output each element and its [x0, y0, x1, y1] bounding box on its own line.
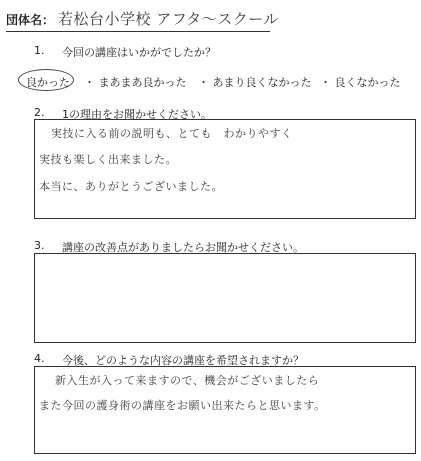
org-underline	[6, 31, 270, 32]
q2-answer-line-2: 実技も楽しく出来ました。	[39, 153, 177, 166]
q2-answer-line-1: 実技に入る前の説明も、とても わかりやすく	[51, 127, 293, 140]
q2-answer-box[interactable]	[34, 119, 416, 219]
q4-number: 4.	[34, 352, 45, 365]
q1-option-fairly-good[interactable]: ・ まあまあ良かった	[84, 76, 187, 89]
q4-question: 今後、どのような内容の講座を希望されますか？	[62, 354, 304, 367]
q1-question: 今回の講座はいかがでしたか？	[62, 46, 216, 59]
org-value: 若松台小学校 アフタ～スクール	[58, 10, 279, 28]
q3-question: 講座の改善点がありましたらお聞かせください。	[62, 241, 304, 254]
q1-option-not-good[interactable]: ・ 良くなかった	[320, 76, 401, 89]
q3-number: 3.	[34, 239, 45, 252]
q4-answer-line-1: 新入生が入って来ますので、機会がございましたら	[55, 374, 320, 387]
q4-answer-line-2: また今回の護身術の講座をお願い出来たらと思います。	[39, 399, 326, 412]
q3-answer-box[interactable]	[34, 253, 416, 343]
org-field	[6, 8, 279, 30]
q2-number: 2.	[34, 106, 45, 119]
q1-number: 1.	[34, 44, 45, 57]
q1-option-not-very-good[interactable]: ・ あまり良くなかった	[198, 76, 312, 89]
org-label: 団体名：	[6, 13, 55, 27]
q1-option-good[interactable]: 良かった	[26, 76, 70, 89]
q2-question: 1の理由をお聞かせください。	[62, 108, 212, 121]
q4-answer-box[interactable]	[34, 366, 416, 454]
q1-options	[22, 74, 417, 94]
q2-answer-line-3: 本当に、ありがとうございました。	[39, 180, 223, 193]
